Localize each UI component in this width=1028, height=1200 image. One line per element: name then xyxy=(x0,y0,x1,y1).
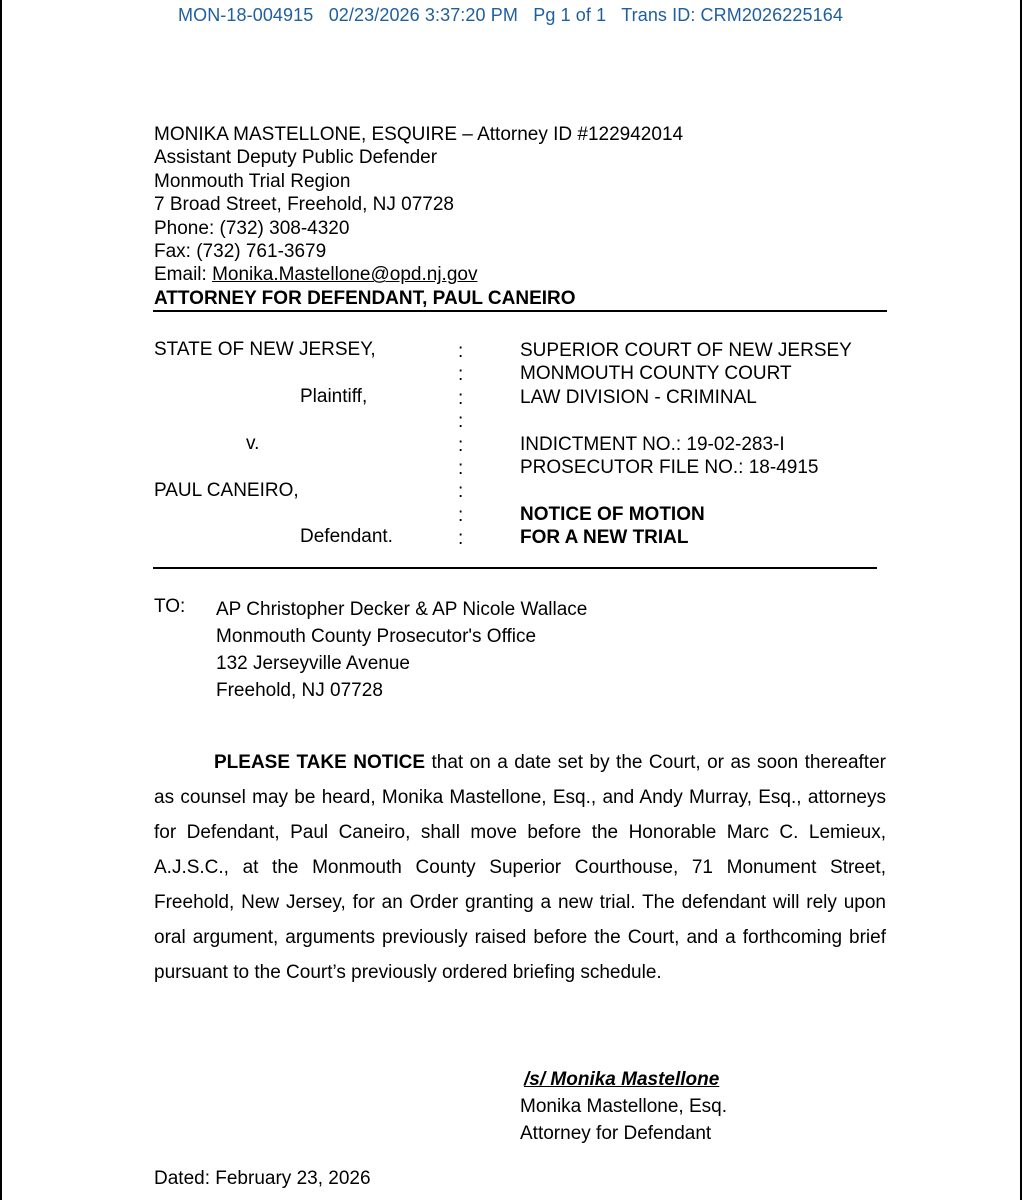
indictment-number: INDICTMENT NO.: 19-02-283-I xyxy=(520,433,785,455)
to-street: 132 Jerseyville Avenue xyxy=(216,653,410,674)
notice-paragraph xyxy=(154,745,886,990)
caption-colon: : xyxy=(458,364,464,386)
to-block xyxy=(216,596,587,704)
plaintiff-name: STATE OF NEW JERSEY, xyxy=(154,339,376,360)
attorney-phone: Phone: (732) 308-4320 xyxy=(154,217,350,239)
transaction-id: Trans ID: CRM2026225164 xyxy=(621,5,843,25)
email-label: Email: xyxy=(154,264,213,286)
notice-text: that on a date set by the Court, or as soon thereafter as counsel may be heard, Monika Mastellone, Esq., and Andy Murray, Esq., attorneys for Defendant, Paul Caneiro, shall move before the Honorable Marc C. Lemieux, A.J.S.C., at the Monmouth County Superior Courthouse, 71 Monument Street, Freehold, New Jersey, for an Order granting a new trial. The defendant will rely upon oral argument, arguments previously raised before the Court, and a forthcoming brief pursuant to the Court’s previously ordered briefing schedule. xyxy=(154,752,886,983)
caption-colon: : xyxy=(458,458,464,480)
filing-header xyxy=(178,5,843,26)
caption-colon: : xyxy=(458,481,464,503)
attorney-fax: Fax: (732) 761-3679 xyxy=(154,241,327,263)
to-city: Freehold, NJ 07728 xyxy=(216,680,383,701)
attorney-name-line: MONIKA MASTELLONE, ESQUIRE – Attorney ID #122942014 xyxy=(154,124,684,145)
notice-lead: PLEASE TAKE NOTICE xyxy=(214,752,426,773)
signature-block xyxy=(520,1066,727,1147)
caption-divider xyxy=(153,567,877,569)
defendant-name: PAUL CANEIRO, xyxy=(154,480,299,501)
notice-title-line2: FOR A NEW TRIAL xyxy=(520,527,689,549)
page-right-border xyxy=(1020,0,1022,1200)
plaintiff-role: Plaintiff, xyxy=(300,386,368,407)
attorney-block xyxy=(154,123,683,310)
notice-title-line1: NOTICE OF MOTION xyxy=(520,503,705,525)
page-count: Pg 1 of 1 xyxy=(533,5,607,25)
defendant-role: Defendant. xyxy=(300,526,393,547)
to-label: TO: xyxy=(154,596,186,617)
to-recipients: AP Christopher Decker & AP Nicole Wallace xyxy=(216,599,588,620)
caption-colon: : xyxy=(458,504,464,526)
attorney-region: Monmouth Trial Region xyxy=(154,170,351,192)
caption-colon: : xyxy=(458,387,464,409)
attorney-for-line: ATTORNEY FOR DEFENDANT, PAUL CANEIRO xyxy=(154,287,576,309)
email-link[interactable]: Monika.Mastellone@opd.nj.gov xyxy=(212,264,478,286)
signature-line: /s/ Monika Mastellone xyxy=(524,1069,720,1090)
caption-colon: : xyxy=(458,434,464,456)
dated-line: Dated: February 23, 2026 xyxy=(154,1168,371,1189)
signature-name: Monika Mastellone, Esq. xyxy=(520,1096,727,1117)
county-court: MONMOUTH COUNTY COURT xyxy=(520,363,792,385)
filing-datetime: 02/23/2026 3:37:20 PM xyxy=(328,5,518,25)
court-name: SUPERIOR COURT OF NEW JERSEY xyxy=(520,340,852,361)
versus: v. xyxy=(246,433,260,454)
caption-colon: : xyxy=(458,341,464,362)
law-division: LAW DIVISION - CRIMINAL xyxy=(520,386,757,408)
header-divider xyxy=(153,310,887,312)
page-left-border xyxy=(0,0,2,1200)
court-block xyxy=(520,339,852,550)
attorney-title: Assistant Deputy Public Defender xyxy=(154,147,438,169)
prosecutor-file-number: PROSECUTOR FILE NO.: 18-4915 xyxy=(520,457,819,479)
caption-colon: : xyxy=(458,528,464,550)
docket-number: MON-18-004915 xyxy=(178,5,314,25)
caption-colons xyxy=(458,340,463,551)
attorney-address: 7 Broad Street, Freehold, NJ 07728 xyxy=(154,194,454,216)
caption-colon: : xyxy=(458,411,464,433)
attorney-email-row xyxy=(154,263,683,286)
signature-role: Attorney for Defendant xyxy=(520,1123,712,1144)
to-office: Monmouth County Prosecutor's Office xyxy=(216,626,537,647)
